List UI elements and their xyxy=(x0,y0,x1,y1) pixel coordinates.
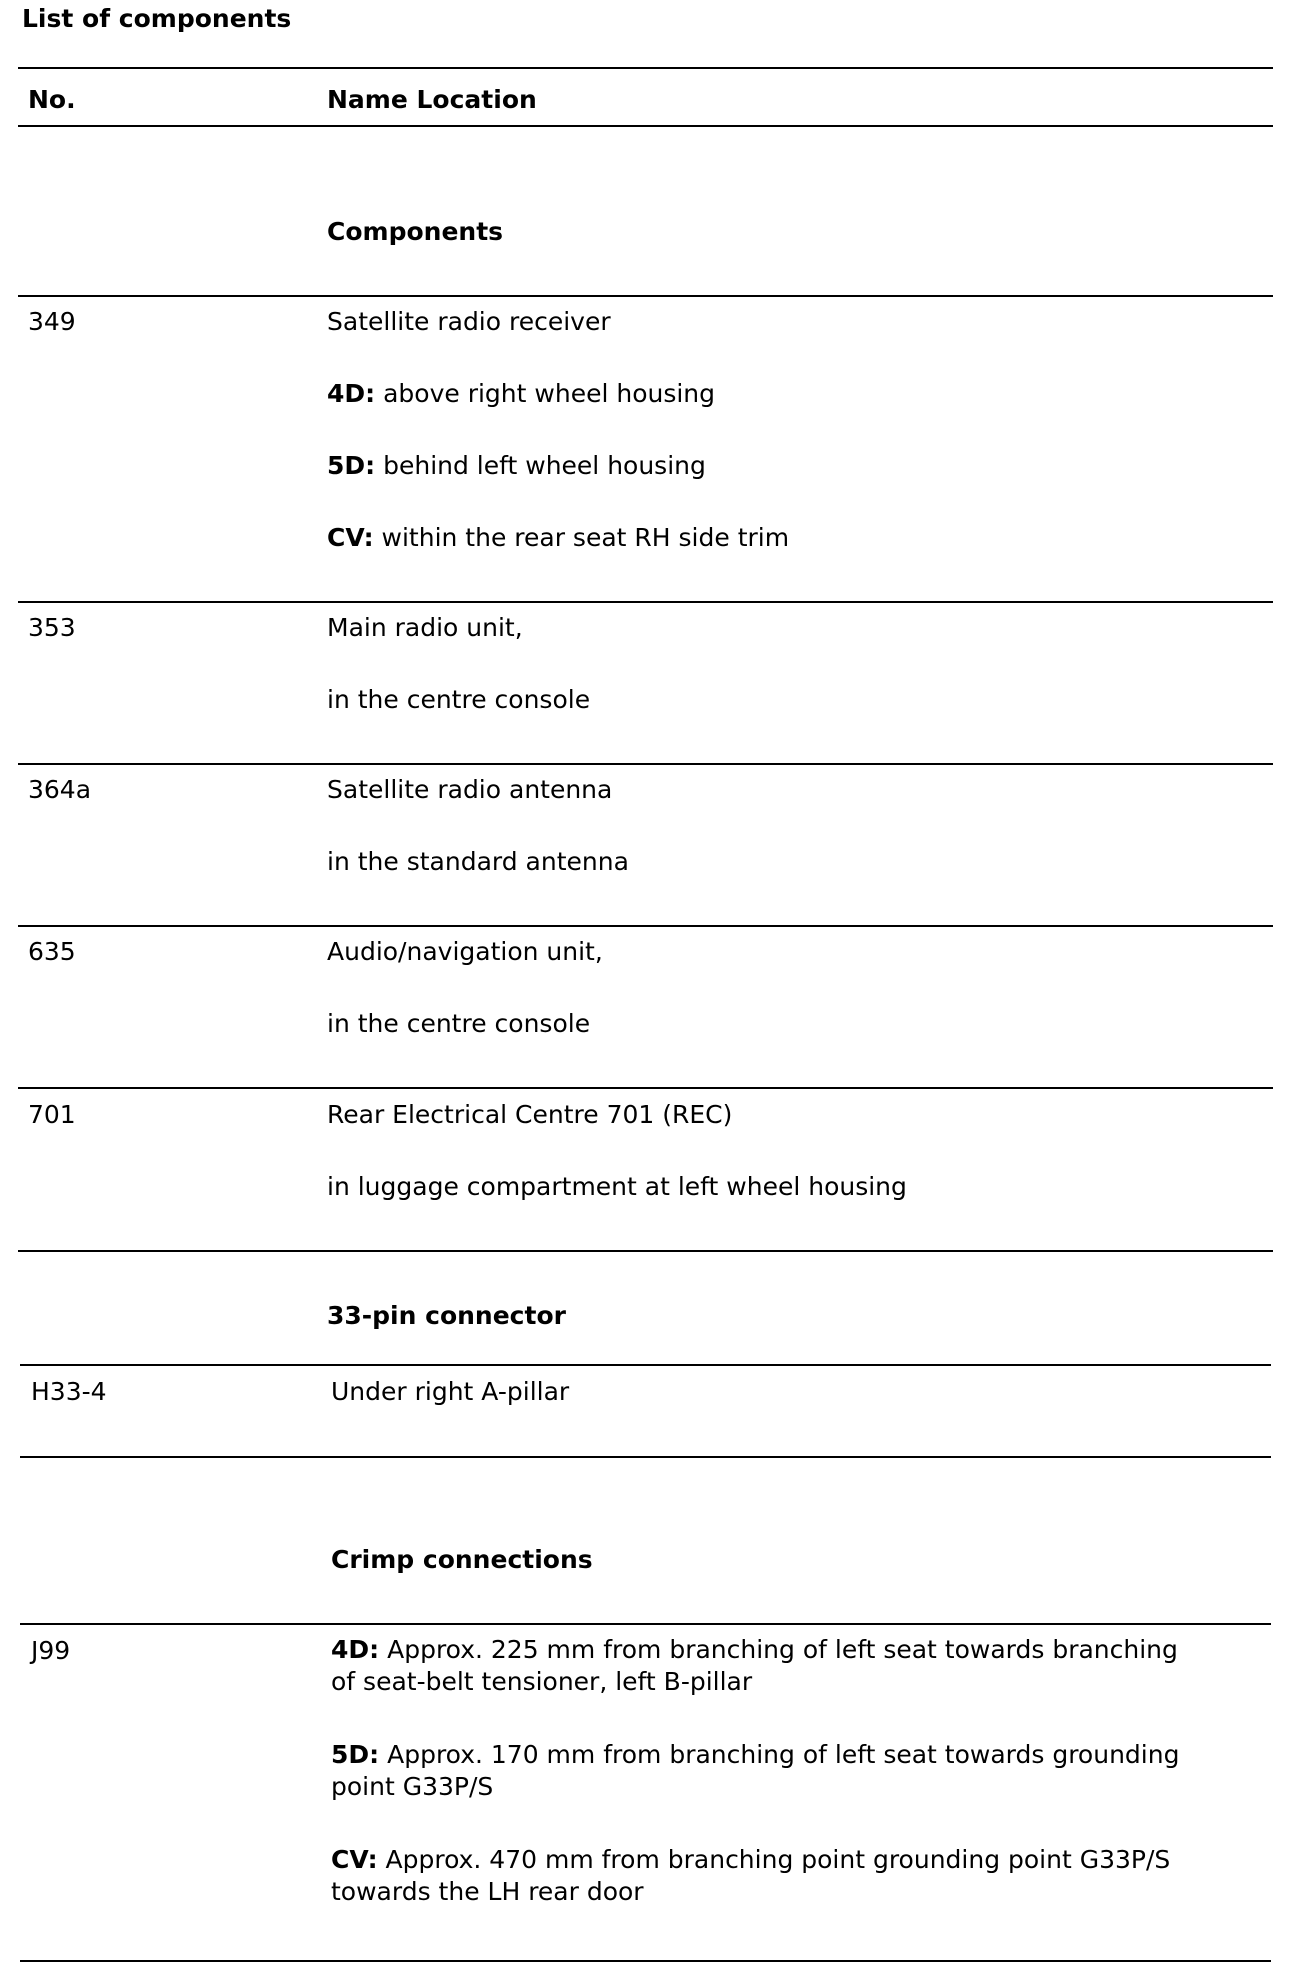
variant-prefix: 5D: xyxy=(331,1740,380,1769)
header-top-rule xyxy=(18,67,1273,69)
variant-prefix: 5D: xyxy=(327,451,376,480)
row-rule xyxy=(20,1364,1271,1366)
row-rule xyxy=(20,1960,1271,1962)
row-variant-paragraph xyxy=(331,1634,1178,1698)
variant-text: behind left wheel housing xyxy=(375,451,706,480)
row-variant-line xyxy=(327,523,789,552)
section-heading-crimp-connections: Crimp connections xyxy=(331,1545,593,1574)
variant-text: Approx. 470 mm from branching point grounding point G33P/S xyxy=(377,1845,1171,1874)
page-title: List of components xyxy=(22,4,292,33)
variant-line-1 xyxy=(331,1739,1179,1771)
variant-prefix: 4D: xyxy=(327,379,376,408)
row-number: 349 xyxy=(28,307,76,336)
variant-text: above right wheel housing xyxy=(375,379,716,408)
header-bottom-rule xyxy=(18,125,1273,127)
row-number: J99 xyxy=(31,1636,71,1665)
row-rule xyxy=(18,601,1273,603)
variant-line-2: of seat-belt tensioner, left B-pillar xyxy=(331,1667,753,1696)
row-text: Satellite radio antenna xyxy=(327,775,613,804)
variant-line-2: point G33P/S xyxy=(331,1772,494,1801)
variant-line-1 xyxy=(331,1634,1178,1666)
row-number: 353 xyxy=(28,613,76,642)
row-variant-line xyxy=(327,451,706,480)
variant-prefix: CV: xyxy=(327,523,374,552)
section-heading-33-pin-connector: 33-pin connector xyxy=(327,1301,566,1330)
column-header-name-location: Name Location xyxy=(327,85,537,114)
row-text: in the centre console xyxy=(327,1009,591,1038)
row-rule xyxy=(18,925,1273,927)
variant-text: Approx. 170 mm from branching of left seat towards grounding xyxy=(379,1740,1180,1769)
row-text: Satellite radio receiver xyxy=(327,307,611,336)
row-number: 364a xyxy=(28,775,92,804)
variant-line-1 xyxy=(331,1844,1170,1876)
row-rule xyxy=(18,763,1273,765)
row-text: Rear Electrical Centre 701 (REC) xyxy=(327,1100,733,1129)
row-variant-line xyxy=(327,379,715,408)
row-variant-paragraph xyxy=(331,1739,1179,1803)
row-text: in luggage compartment at left wheel housing xyxy=(327,1172,907,1201)
variant-text: Approx. 225 mm from branching of left seat towards branching xyxy=(379,1635,1178,1664)
row-text: Under right A-pillar xyxy=(331,1377,570,1406)
row-rule xyxy=(20,1456,1271,1458)
variant-text: within the rear seat RH side trim xyxy=(373,523,790,552)
row-rule xyxy=(18,1250,1273,1252)
row-rule xyxy=(18,1087,1273,1089)
variant-line-2: towards the LH rear door xyxy=(331,1877,644,1906)
row-number: 701 xyxy=(28,1100,76,1129)
row-number: H33-4 xyxy=(31,1377,107,1406)
row-text: Audio/navigation unit, xyxy=(327,937,603,966)
section-heading-components: Components xyxy=(327,217,504,246)
row-rule xyxy=(18,295,1273,297)
row-rule xyxy=(20,1623,1271,1625)
column-header-no: No. xyxy=(28,85,76,114)
row-text: in the centre console xyxy=(327,685,591,714)
row-variant-paragraph xyxy=(331,1844,1170,1908)
variant-prefix: CV: xyxy=(331,1845,378,1874)
variant-prefix: 4D: xyxy=(331,1635,380,1664)
row-number: 635 xyxy=(28,937,76,966)
row-text: in the standard antenna xyxy=(327,847,629,876)
row-text: Main radio unit, xyxy=(327,613,523,642)
